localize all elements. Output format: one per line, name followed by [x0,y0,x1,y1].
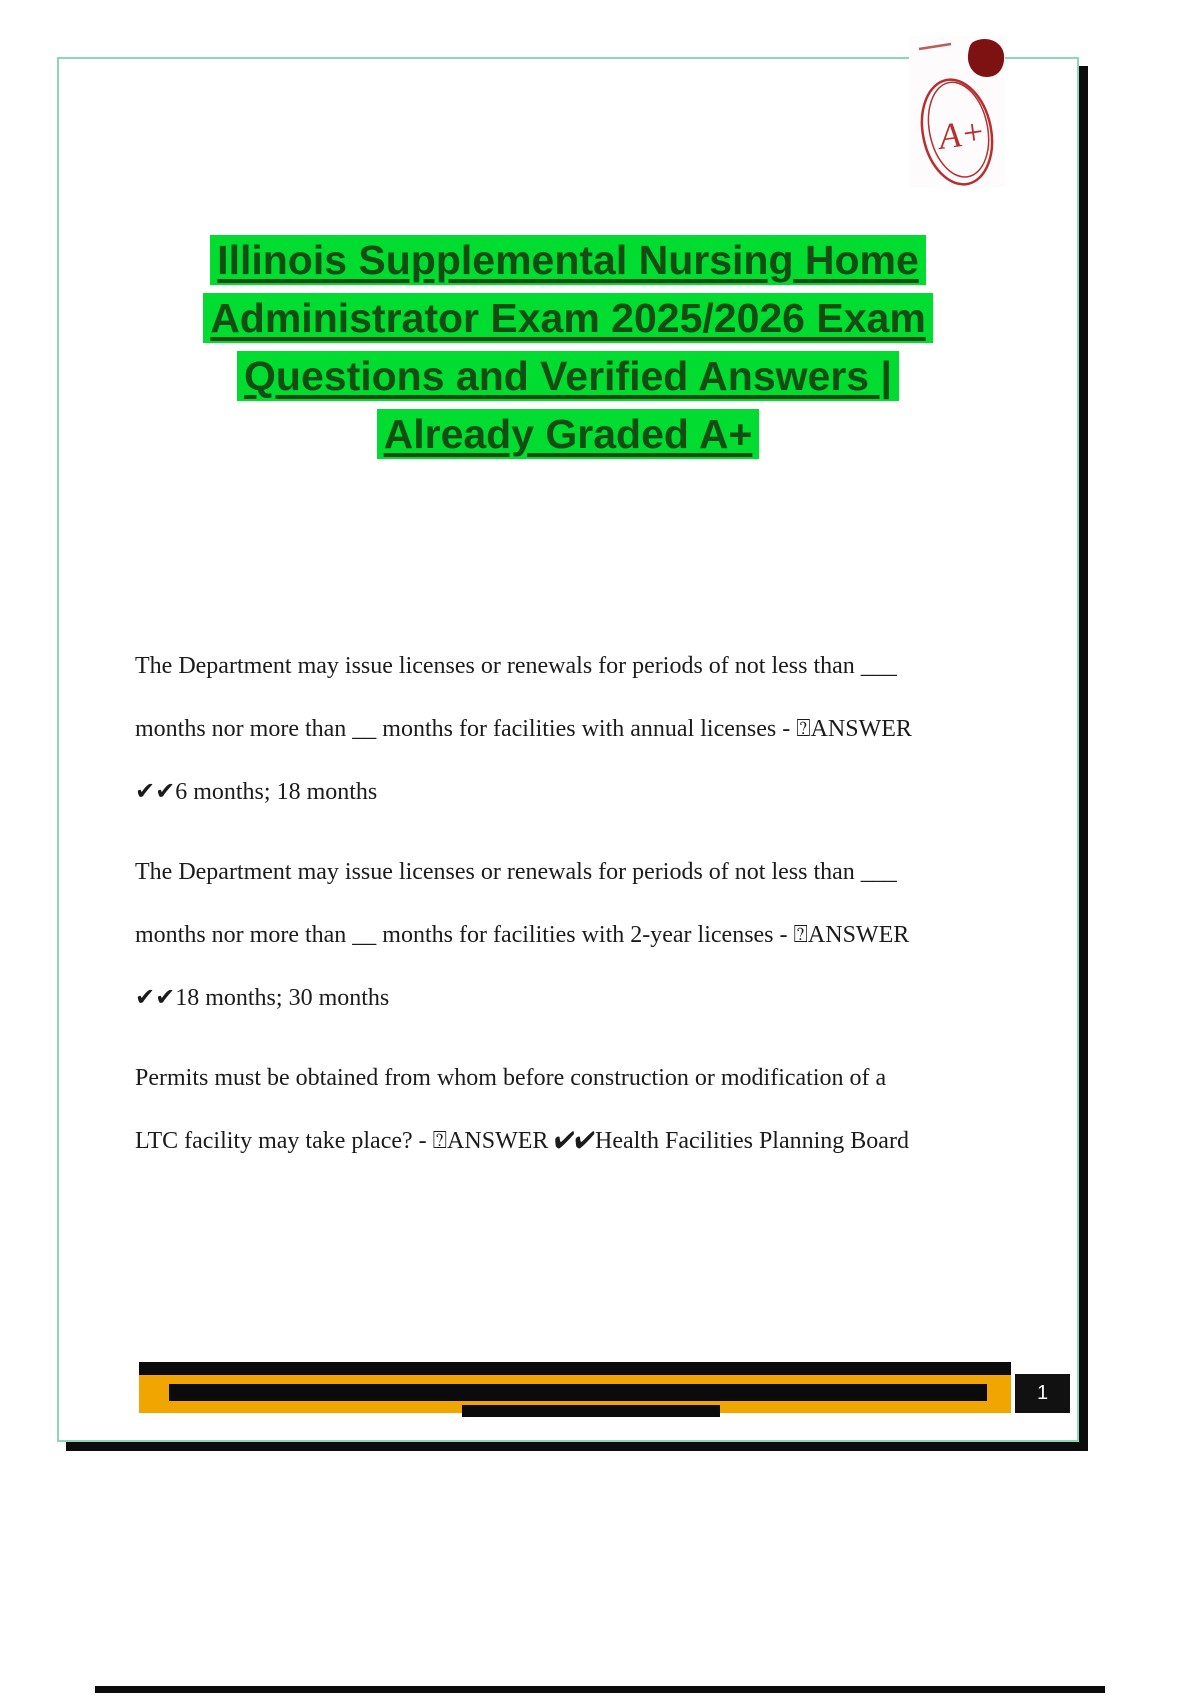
title-line-text: Already Graded A+ [377,409,760,459]
qa-line: The Department may issue licenses or renewals for periods of not less than ___ [135,653,897,679]
qa-line: months nor more than __ months for facilities with 2-year licenses - ⍰ANSWER [135,922,910,948]
qa-line: ✔✔18 months; 30 months [135,985,390,1011]
footer-top-bar [139,1362,1011,1375]
title-line-text: Illinois Supplemental Nursing Home [210,235,926,285]
qa-paragraph [135,841,1015,1030]
title-line [59,405,1077,463]
footer-small-bar [462,1405,720,1417]
title-line [59,289,1077,347]
title-line [59,347,1077,405]
page-number: 1 [1015,1374,1070,1413]
bottom-divider-rule [95,1686,1105,1693]
question-answer-content [135,635,1015,1190]
title-line [59,231,1077,289]
qa-paragraph [135,635,1015,824]
qa-line: LTC facility may take place? - ⍰ANSWER ✔✔Health Facilities Planning Board [135,1128,909,1154]
title-line-text: Administrator Exam 2025/2026 Exam [203,293,933,343]
qa-line: The Department may issue licenses or renewals for periods of not less than ___ [135,859,897,885]
a-plus-text: A+ [936,110,988,157]
document-title [59,231,1077,463]
a-plus-stamp-graphic [909,37,1005,187]
title-line-text: Questions and Verified Answers | [237,351,899,401]
qa-line: ✔✔6 months; 18 months [135,779,378,805]
footer-inner-black-bar [169,1384,987,1401]
qa-line: months nor more than __ months for facilities with annual licenses - ⍰ANSWER [135,716,912,742]
qa-line: Permits must be obtained from whom before construction or modification of a [135,1065,887,1091]
page-border-frame [57,57,1079,1442]
qa-paragraph [135,1047,1015,1173]
a-plus-grade-stamp-icon [909,37,1005,187]
